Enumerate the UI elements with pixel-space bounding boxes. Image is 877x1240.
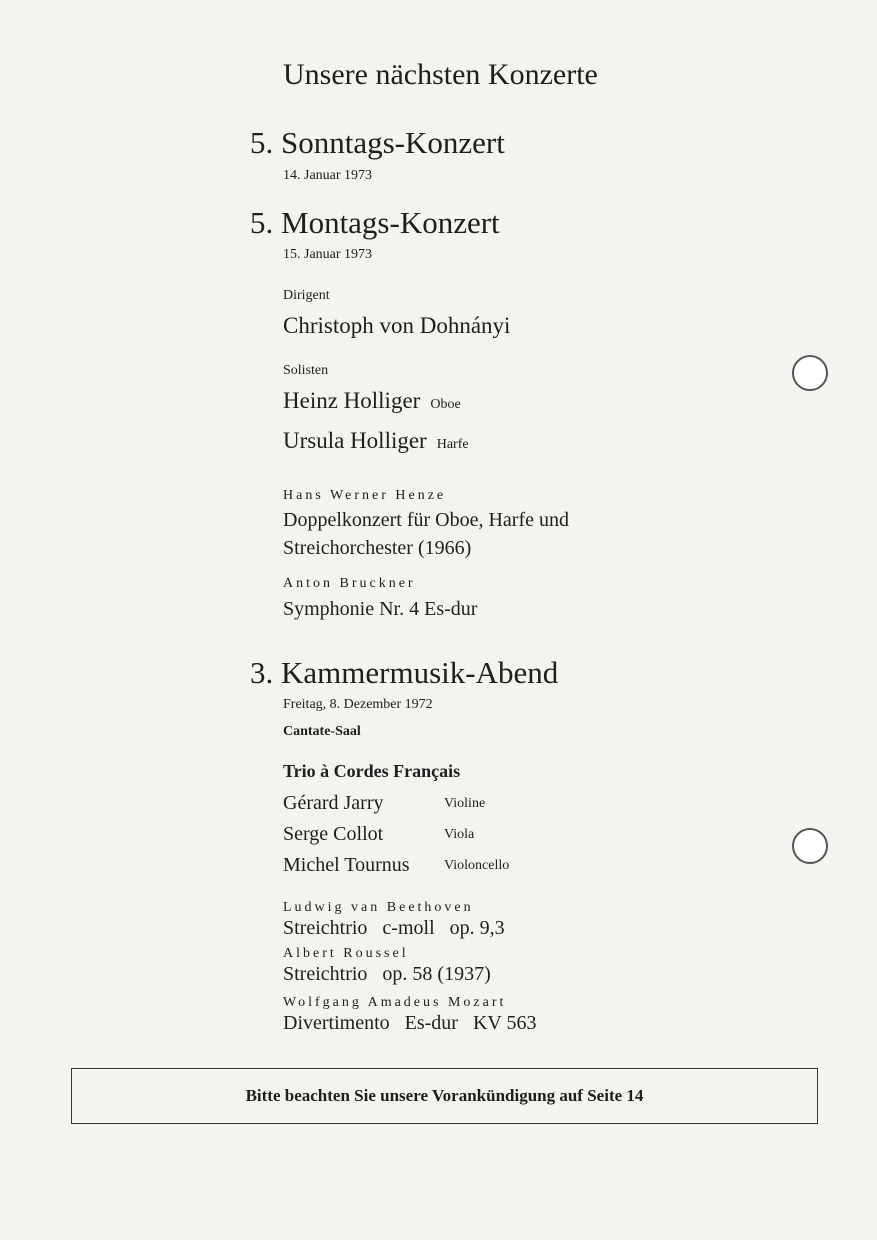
concert-title: Kammermusik-Abend [281,655,559,690]
conductor-name: Christoph von Dohnányi [283,313,511,338]
punch-hole-icon [792,355,828,391]
concert-heading-kammer [250,655,558,691]
member-instrument: Violine [444,796,486,811]
soloist-instrument: Oboe [430,397,461,412]
concert-number: 3. [250,655,274,690]
soloists-label: Solisten [283,363,329,378]
punch-hole-icon [792,828,828,864]
concert-heading-sonntag [250,125,505,161]
composer-name: Anton Bruckner [283,576,416,591]
composer-name: Hans Werner Henze [283,488,447,503]
soloist-name: Ursula Holliger [283,428,427,453]
notice-text: Bitte beachten Sie unsere Vorankündigung auf Seite 14 [245,1086,644,1105]
soloist-name: Heinz Holliger [283,388,421,413]
member-row [283,854,583,882]
composer-name: Ludwig van Beethoven [283,900,474,915]
work-title: Streichtrio c-moll op. 9,3 [283,917,505,939]
member-name: Michel Tournus [283,854,410,876]
concert-date: Freitag, 8. Dezember 1972 [283,697,433,712]
concert-number: 5. [250,125,274,160]
work-title: Streichorchester (1966) [283,537,472,559]
member-instrument: Viola [444,827,475,842]
notice-box [71,1068,818,1124]
work-title: Symphonie Nr. 4 Es-dur [283,598,478,620]
concert-title: Montags-Konzert [281,205,500,240]
composer-name: Wolfgang Amadeus Mozart [283,995,507,1010]
concert-heading-montag [250,205,500,241]
work-title: Divertimento Es-dur KV 563 [283,1012,537,1034]
work-title: Streichtrio op. 58 (1937) [283,963,491,985]
member-row [283,823,583,851]
member-instrument: Violoncello [444,858,510,873]
member-name: Gérard Jarry [283,792,384,814]
concert-date: 14. Januar 1973 [283,168,373,183]
soloist-row [283,388,461,414]
concert-title: Sonntags-Konzert [281,125,505,160]
concert-venue: Cantate-Saal [283,724,361,739]
soloist-row [283,428,469,454]
member-row [283,792,583,820]
soloist-instrument: Harfe [436,437,469,452]
conductor-label: Dirigent [283,288,330,303]
member-name: Serge Collot [283,823,384,845]
work-title: Doppelkonzert für Oboe, Harfe und [283,509,570,531]
concert-number: 5. [250,205,274,240]
page-title: Unsere nächsten Konzerte [283,58,598,91]
ensemble-name: Trio à Cordes Français [283,761,461,781]
composer-name: Albert Roussel [283,946,409,961]
concert-date: 15. Januar 1973 [283,247,373,262]
